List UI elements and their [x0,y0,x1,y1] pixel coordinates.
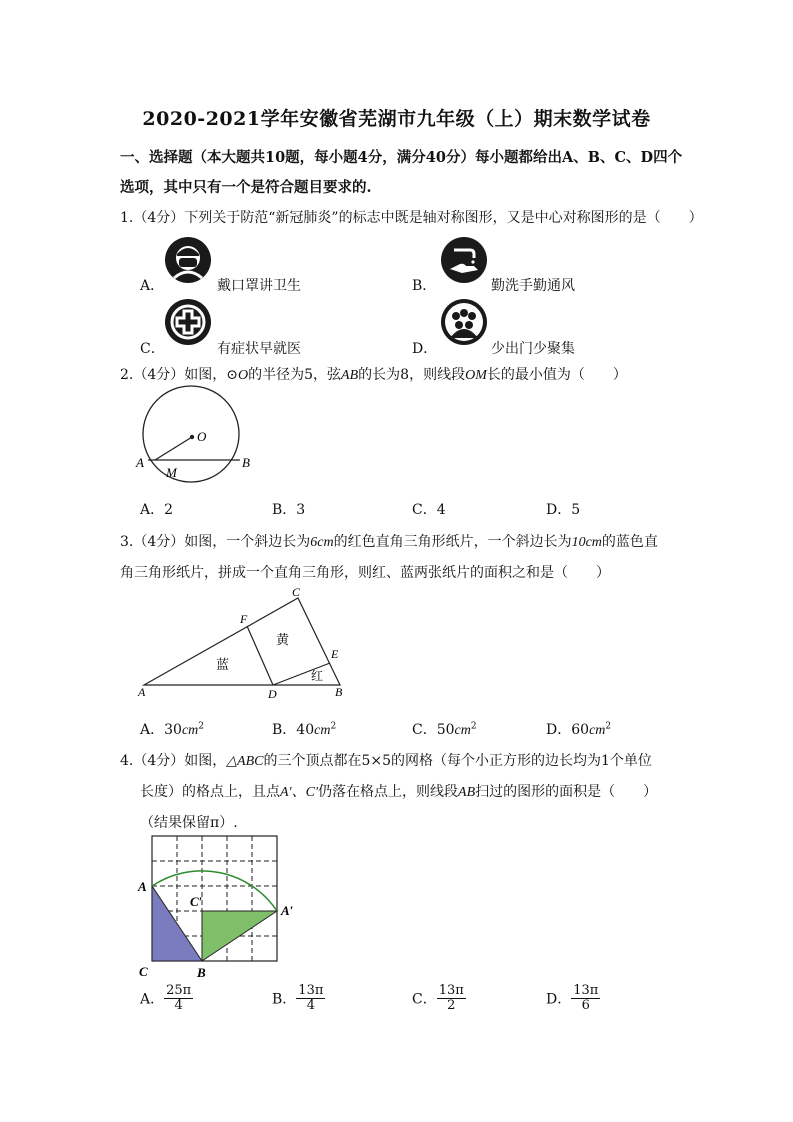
question-4-line3: （结果保留π）. [140,815,238,831]
hand-washing-icon [440,236,488,288]
q4-text-2c: 仍落在格点上，则线段 [318,784,459,800]
label-m: M [166,465,177,480]
crowd-icon [440,298,488,350]
label-blue: 蓝 [216,657,230,672]
q1-option-c-letter[interactable]: C． [140,341,165,357]
q4-option-d[interactable]: D． $\frac{13\pi}{6}$ [546,983,599,1013]
q2-center-name: O [238,368,249,383]
q3-text-e: 的蓝色直 [601,534,658,550]
section-heading-line2: 选项，其中只有一个是符合题目要求的. [120,179,372,196]
section-heading-line1: 一、选择题（本大题共10题，每小题4分，满分40分）每小题都给出A、B、C、D四个 [120,149,683,166]
page-title: 2020-2021学年安徽省芜湖市九年级（上）期末数学试卷 [142,108,651,130]
label-a: A [138,879,147,894]
label-yellow: 黄 [276,632,290,647]
q4-option-a[interactable]: A． $\frac{25\pi}{4}$ [140,983,192,1013]
q3-text-c: 的红色直角三角形纸片，一个斜边长为 [333,534,572,550]
q4-text-c: 的三个顶点都在5×5的网格（每个小正方形的边长均为1个单位 [263,753,652,769]
label-c-prime: C′ [190,894,203,909]
question-3-line2: 角三角形纸片，拼成一个直角三角形，则红、蓝两张纸片的面积之和是（ ） [120,565,610,581]
q4-text-2e: 扫过的图形的面积是（ ） [475,784,658,800]
rotation-arc [152,871,277,911]
q2-text4: 的长为8，则线段 [358,367,466,383]
label-b: B [197,965,206,980]
segment-om [155,437,192,460]
label-c: C [292,588,301,599]
q1-option-c-label: 有症状早就医 [217,341,301,357]
circle-symbol: ⊙ [226,367,238,383]
q2-option-b[interactable]: B．3 [272,502,306,518]
q4-text-a: 4.（4分）如图， [120,753,227,769]
q4-points: A′、C′ [280,785,319,800]
q3-option-a[interactable]: A．$30cm^2$ [140,721,205,738]
label-f: F [240,612,248,626]
q2-option-d[interactable]: D．5 [546,502,581,518]
q2-option-c[interactable]: C．4 [412,502,446,518]
label-o: O [197,429,207,444]
label-b: B [335,685,343,699]
label-b: B [242,455,250,470]
q4-grid-figure [134,828,314,984]
q3-triangle-figure [130,588,360,704]
question-1-stem: 1.（4分）下列关于防范“新冠肺炎”的标志中既是轴对称图形，又是中心对称图形的是（ ） [120,210,703,226]
q4-text-2a: 长度）的格点上，且点 [140,784,280,800]
q1-option-b-letter[interactable]: B． [412,278,437,294]
q3-blue-length: 10cm [571,535,602,550]
segment-fd [247,626,273,685]
q2-text2: 的半径为5，弦 [248,367,342,383]
center-point [190,435,194,439]
q4-option-b[interactable]: B． $\frac{13\pi}{4}$ [272,983,324,1013]
label-a: A [136,455,144,470]
mask-person-icon [164,236,212,288]
circle-o [143,386,239,482]
q1-option-a-letter[interactable]: A． [140,278,165,294]
q1-option-a-label: 戴口罩讲卫生 [217,278,301,294]
q2-prefix: 2.（4分）如图， [120,367,227,383]
q1-option-b-label: 勤洗手勤通风 [491,278,575,294]
q4-option-c[interactable]: C． $\frac{13\pi}{2}$ [412,983,464,1013]
q3-option-b[interactable]: B．$40cm^2$ [272,721,337,738]
q3-option-c[interactable]: C．$50cm^2$ [412,721,477,738]
q2-chord-name: AB [341,368,359,383]
q3-text-a: 3.（4分）如图，一个斜边长为 [120,534,311,550]
q2-text6: 长的最小值为（ ） [486,367,627,383]
label-d: D [268,687,277,700]
label-red: 红 [311,669,324,683]
question-3-line1 [120,531,658,551]
question-4-line1 [120,750,652,770]
medical-cross-icon [164,298,212,350]
label-c: C [139,964,148,979]
label-a: A [138,685,146,699]
q4-segment: AB [458,785,476,800]
q3-red-length: 6cm [310,535,334,550]
q2-circle-figure [130,385,270,489]
q1-option-d-letter[interactable]: D． [412,341,438,357]
q3-option-d[interactable]: D．$60cm^2$ [546,721,612,738]
q2-option-a[interactable]: A．2 [140,502,174,518]
label-a-prime: A′ [281,903,294,918]
q2-segment-name: OM [465,368,487,383]
q1-option-d-label: 少出门少聚集 [491,341,575,357]
q4-triangle-name: △ABC [226,754,264,769]
question-4-line2 [140,781,657,801]
label-e: E [331,647,339,661]
question-2-stem [120,364,627,384]
